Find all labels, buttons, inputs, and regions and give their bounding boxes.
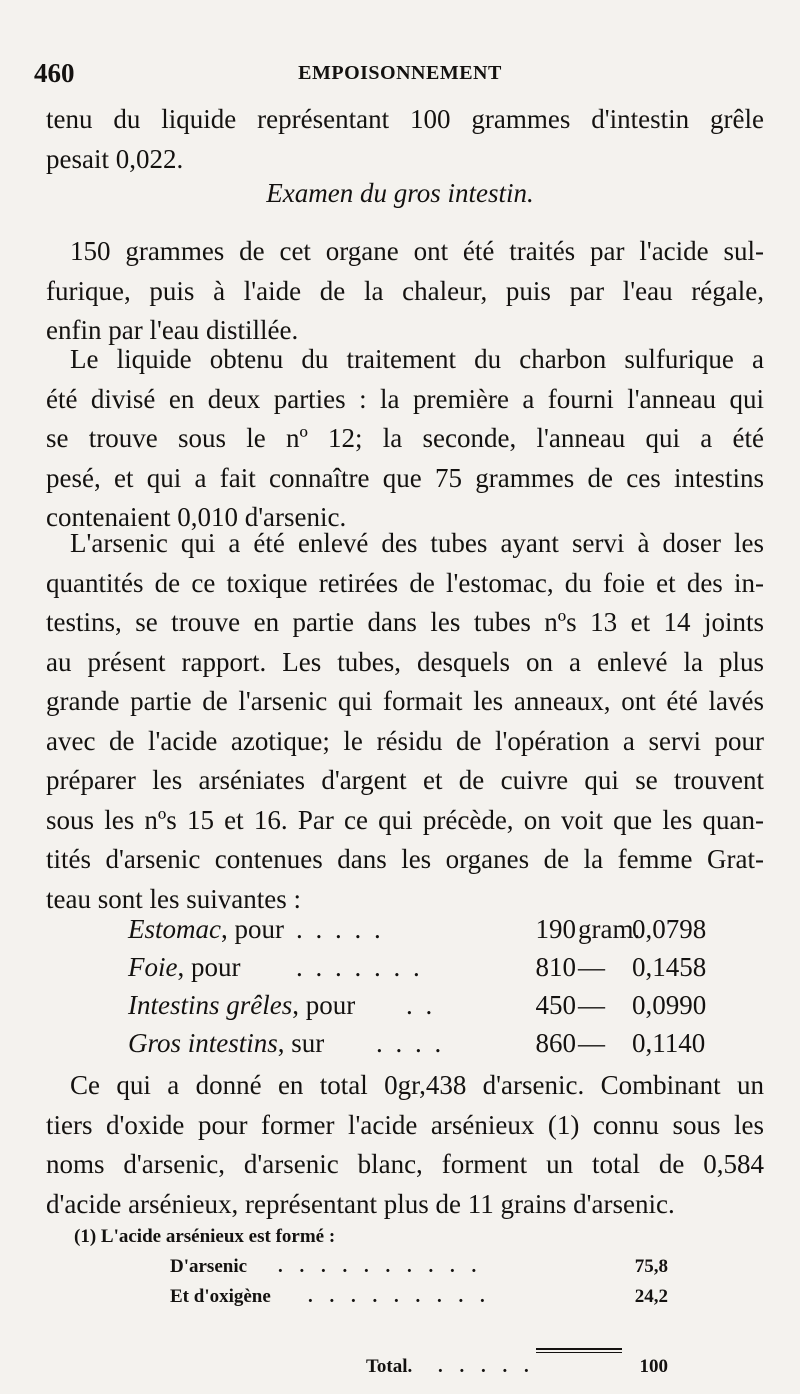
page-number: 460: [34, 58, 75, 88]
text-line: sous les nºs 15 et 16. Par ce qui précède, on voit que les quan-: [46, 804, 764, 835]
leader-dots: . . . . . . .: [296, 952, 423, 982]
leader-dots: . . . . .: [296, 914, 384, 944]
footnote-label: D'arsenic: [170, 1256, 248, 1277]
leader-dots: . . . . . . . . .: [308, 1286, 491, 1307]
text-line: préparer les arséniates d'argent et de cuivre qui se trouvent: [46, 765, 764, 795]
footnote-row: [46, 1256, 764, 1280]
grams-value: 810: [535, 952, 576, 982]
footnote-value: 24,2: [634, 1286, 668, 1307]
paragraph-total: [46, 1066, 764, 1224]
text-line: pesé, et qui a fait connaître que 75 grammes de ces intestins: [46, 462, 764, 493]
arsenic-value: 0,0990: [632, 990, 707, 1020]
text-line: quantités de ce toxique retirées de l'estomac, du foie et des in-: [46, 567, 764, 598]
text-line: tiers d'oxide pour former l'acide arsénieux (1) connu sous les: [46, 1109, 764, 1140]
text-line: d'acide arsénieux, représentant plus de 11 grains d'arsenic.: [46, 1188, 675, 1219]
table-row: [46, 1028, 764, 1066]
text-line: au présent rapport. Les tubes, desquels on a enlevé la plus: [46, 646, 764, 677]
text-line: testins, se trouve en partie dans les tubes nºs 13 et 14 joints: [46, 607, 764, 637]
grams-value: 450: [535, 990, 576, 1020]
footnote-value: 75,8: [634, 1256, 668, 1277]
unit-label: —: [578, 990, 605, 1020]
organ-name: Foie, pour: [128, 952, 241, 982]
arsenic-quantities-table: [46, 914, 764, 1066]
grams-value: 190: [535, 914, 576, 944]
footnote-row: [46, 1356, 764, 1380]
total-rule: [536, 1352, 622, 1353]
unit-label: —: [578, 1028, 605, 1058]
paragraph-intestin-grele: [46, 100, 764, 179]
text-line: teau sont les suivantes :: [46, 883, 301, 914]
organ-name: Estomac, pour: [128, 914, 284, 944]
text-line: été divisé en deux parties : la première a fourni l'anneau qui: [46, 383, 764, 414]
footnote-title: (1) L'acide arsénieux est formé :: [74, 1226, 336, 1247]
leader-dots: . . . . . . . . . .: [278, 1256, 483, 1277]
grams-value: 860: [535, 1028, 576, 1058]
text-line: noms d'arsenic, d'arsenic blanc, forment un total de 0,584: [46, 1149, 764, 1179]
paragraph-liquide-obtenu: [46, 340, 764, 538]
footnote-label: Et d'oxigène: [170, 1286, 271, 1307]
leader-dots: . . . .: [376, 1028, 445, 1058]
arsenic-value: 0,0798: [632, 914, 707, 944]
text-line: contenaient 0,010 d'arsenic.: [46, 502, 347, 532]
total-rule: [536, 1348, 622, 1350]
text-line: tenu du liquide représentant 100 grammes d'intestin grêle: [46, 104, 764, 134]
footnote-value: 100: [639, 1356, 668, 1377]
arsenic-value: 0,1458: [632, 952, 707, 982]
text-line: se trouve sous le nº 12; la seconde, l'anneau qui a été: [46, 423, 764, 453]
paragraph-gros-intestin: [46, 232, 764, 351]
footnote-label: Total.: [366, 1356, 413, 1377]
paragraph-arsenic-enleve: [46, 524, 764, 919]
text-line: grande partie de l'arsenic qui formait les anneaux, ont été lavés: [46, 686, 764, 716]
leader-dots: . . . . .: [438, 1356, 535, 1377]
arsenic-value: 0,1140: [632, 1028, 706, 1058]
section-title: Examen du gros intestin.: [266, 178, 534, 208]
running-head: EMPOISONNEMENT: [298, 62, 502, 84]
text-line: Ce qui a donné en total 0gr,438 d'arsenic. Combinant un: [70, 1070, 764, 1100]
text-line: pesait 0,022.: [46, 143, 184, 174]
table-row: [46, 914, 764, 952]
text-line: furique, puis à l'aide de la chaleur, puis par l'eau régale,: [46, 275, 764, 306]
table-row: [46, 990, 764, 1028]
organ-name: Intestins grêles, pour: [128, 990, 356, 1020]
page-header: [34, 58, 766, 94]
text-line: 150 grammes de cet organe ont été traités par l'acide sul-: [70, 236, 764, 266]
text-line: Le liquide obtenu du traitement du charbon sulfurique a: [70, 344, 764, 374]
leader-dots: . .: [406, 990, 436, 1020]
table-row: [46, 952, 764, 990]
unit-label: —: [578, 952, 605, 982]
unit-label: gram.: [578, 914, 641, 944]
text-line: avec de l'acide azotique; le résidu de l'opération a servi pour: [46, 725, 764, 756]
footnote-row: [46, 1286, 764, 1310]
text-line: tités d'arsenic contenues dans les organes de la femme Grat-: [46, 844, 764, 874]
text-line: L'arsenic qui a été enlevé des tubes ayant servi à doser les: [70, 528, 764, 558]
text-line: enfin par l'eau distillée.: [46, 315, 299, 345]
organ-name: Gros intestins, sur: [128, 1028, 325, 1058]
